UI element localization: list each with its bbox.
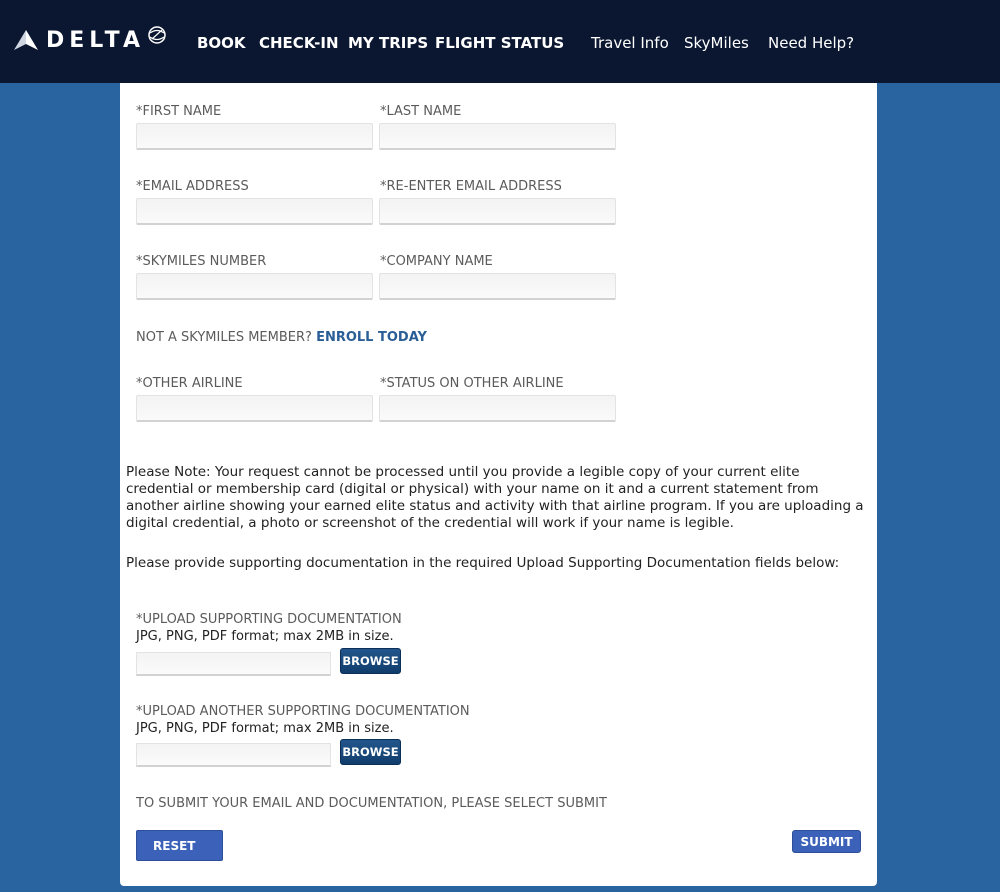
email-input[interactable] — [136, 198, 373, 225]
enroll-prompt — [136, 330, 427, 345]
status-other-airline-label: *STATUS ON OTHER AIRLINE — [380, 376, 564, 391]
upload2-label: *UPLOAD ANOTHER SUPPORTING DOCUMENTATION — [136, 704, 470, 719]
nav-need-help[interactable]: Need Help? — [768, 34, 855, 52]
skyteam-globe-icon — [147, 25, 167, 45]
reset-button[interactable]: RESET — [136, 830, 223, 861]
upload2-browse-button[interactable]: BROWSE — [340, 739, 401, 765]
reenter-email-input[interactable] — [379, 198, 616, 225]
status-other-airline-input[interactable] — [379, 395, 616, 422]
logo-wordmark: DELTA — [46, 27, 145, 53]
other-airline-label: *OTHER AIRLINE — [136, 376, 243, 391]
nav-flight-status[interactable]: FLIGHT STATUS — [435, 34, 565, 52]
nav-my-trips[interactable]: MY TRIPS — [348, 34, 429, 52]
last-name-label: *LAST NAME — [380, 104, 462, 119]
nav-skymiles[interactable]: SkyMiles — [684, 34, 749, 52]
skymiles-number-input[interactable] — [136, 273, 373, 300]
reenter-email-label: *RE-ENTER EMAIL ADDRESS — [380, 179, 562, 194]
enroll-today-link[interactable]: ENROLL TODAY — [316, 330, 427, 345]
company-name-input[interactable] — [379, 273, 616, 300]
form-panel — [120, 83, 877, 886]
supporting-docs-instruction: Please provide supporting documentation in the required Upload Supporting Documentation fields below: — [126, 555, 840, 571]
delta-logo[interactable] — [14, 26, 167, 54]
nav-book[interactable]: BOOK — [197, 34, 246, 52]
delta-widget-icon — [14, 30, 38, 50]
nav-check-in[interactable]: CHECK-IN — [259, 34, 339, 52]
company-name-label: *COMPANY NAME — [380, 254, 493, 269]
nav-travel-info[interactable]: Travel Info — [591, 34, 669, 52]
upload1-label: *UPLOAD SUPPORTING DOCUMENTATION — [136, 612, 402, 627]
upload2-hint: JPG, PNG, PDF format; max 2MB in size. — [136, 721, 394, 736]
email-label: *EMAIL ADDRESS — [136, 179, 249, 194]
upload2-file-field[interactable] — [136, 743, 331, 767]
submit-button[interactable]: SUBMIT — [792, 830, 861, 853]
upload1-hint: JPG, PNG, PDF format; max 2MB in size. — [136, 629, 394, 644]
upload1-file-field[interactable] — [136, 652, 331, 676]
please-note-text: Please Note: Your request cannot be processed until you provide a legible copy of your current elite credential or membership card (digital or physical) with your name on it and a current statement from another airline showing your earned elite status and activity with that airline program. If you are uploading a digital credential, a photo or screenshot of the credential will work if your name is legible. — [126, 464, 864, 531]
first-name-label: *FIRST NAME — [136, 104, 222, 119]
upload1-browse-button[interactable]: BROWSE — [340, 648, 401, 674]
skymiles-number-label: *SKYMILES NUMBER — [136, 254, 267, 269]
last-name-input[interactable] — [379, 123, 616, 150]
first-name-input[interactable] — [136, 123, 373, 150]
not-member-text: NOT A SKYMILES MEMBER? — [136, 330, 312, 345]
other-airline-input[interactable] — [136, 395, 373, 422]
submit-instruction: TO SUBMIT YOUR EMAIL AND DOCUMENTATION, PLEASE SELECT SUBMIT — [136, 796, 607, 811]
top-navigation — [0, 0, 1000, 83]
